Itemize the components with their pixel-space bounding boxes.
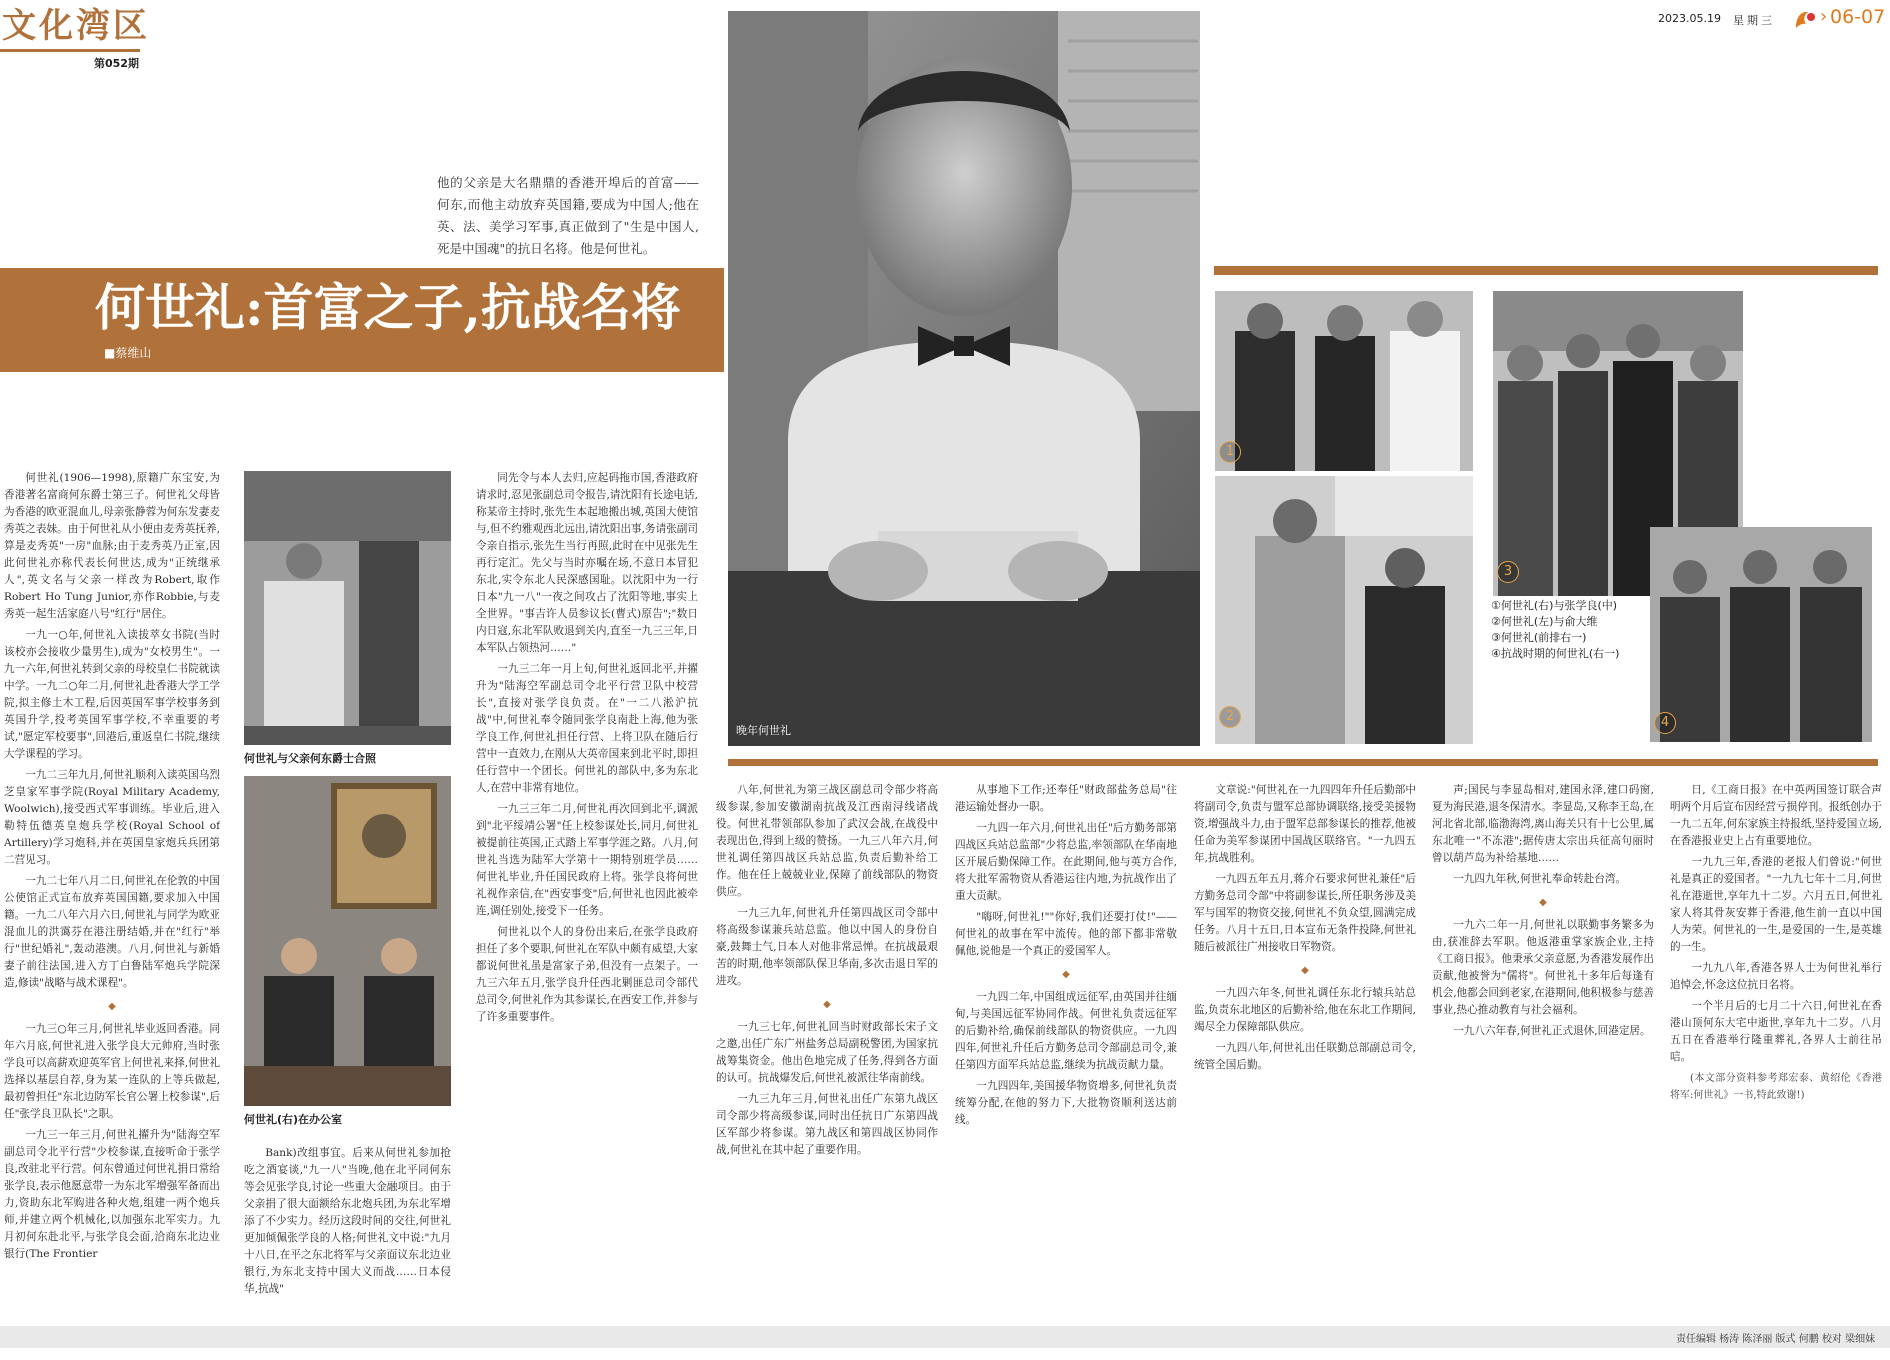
paragraph: 一九九三年,香港的老报人们曾说:"何世礼是真正的爱国者。"一九九七年十二月,何世礼在港逝世,享年九十二岁。六月五日,何世礼家人将其骨灰安葬于香港,他生前一直以中国人为荣。何世礼的一生,是爱国的一生,是英雄的一生。 [1670, 856, 1882, 953]
group-photo-2 [1215, 476, 1473, 744]
group-caption-1: ①何世礼(右)与张学良(中) [1491, 599, 1618, 612]
body-column-5 [955, 782, 1177, 1300]
group-photo-captions [1491, 598, 1619, 662]
masthead-underline [0, 49, 140, 52]
issue-weekday: 星期三 [1733, 14, 1775, 27]
main-photo-caption: 晚年何世礼 [736, 724, 791, 737]
paragraph: 同先令与本人去归,应起码拖市国,香港政府请求时,忍见张副总司令报告,请沈阳有长途电话,称某帝主持时,张先生本起地搬出城,英国大使馆与,但不约雅观西北远出,请沈阳出事,务请张副司令亲自指示,张先生当行再照,此时在中见张先生再行定汇。先父与当时亦嘱在场,不意日本冒犯东北,实令东北人民深感国耻。以沈阳中为一行日本"九一八"一夜之间攻占了沈阳等地,事实上全世界。"事吉许人员参议长(曹式)原告";"数日内日寇,东北军队败退到关内,直至一九三三年,日本军队占领热河……" [476, 472, 698, 654]
body-column-8 [1670, 782, 1882, 1300]
paragraph: 一九四一年六月,何世礼出任"后方勤务部第四战区兵站总监部"少将总监,率领部队在华南地区开展后勤保障工作。在此期间,他与英方合作,将大批军需物资从香港运往内地,为抗战作出了重大贡献。 [955, 822, 1177, 902]
paragraph: 何世礼以个人的身份出来后,在张学良政府担任了多个要职,何世礼在军队中颇有威望,大家都说何世礼虽是富家子弟,但没有一点架子。一九三六年五月,张学良升任西北剿匪总司令部代总司令,何世礼作为其参谋长,在西安工作,并参与了许多重要事件。 [476, 926, 698, 1023]
paragraph: 一个半月后的七月二十六日,何世礼在香港山顶何东大宅中逝世,享年九十二岁。八月五日在香港举行隆重葬礼,各界人士前往吊唁。 [1670, 1000, 1882, 1063]
paragraph: 一九四五年五月,蒋介石要求何世礼兼任"后方勤务总司令部"中将副参谋长,所任职务涉及美军与国军的物资交接,何世礼不负众望,圆满完成任务。八月十五日,日本宣布无条件投降,何世礼随后被派往广州接收日军物资。 [1194, 873, 1416, 953]
paragraph: 一九六二年一月,何世礼以联勤事务繁多为由,获准辞去军职。他返港重掌家族企业,主持《工商日报》。他秉承父亲意愿,为香港发展作出贡献,他被誉为"儒将"。何世礼十多年后每逢有机会,他都会回到老家,在港期间,他积极参与慈善事业,热心推动教育与社会福利。 [1432, 919, 1654, 1016]
paragraph: 一九二七年八月二日,何世礼在伦敦的中国公使馆正式宣布放弃英国国籍,要求加入中国籍。一九二八年六月六日,何世礼与同学为欧亚混血儿的洪霭芬在港注册结婚,并在"红行"举行"世纪婚礼",轰动港澳。八月,何世礼与新婚妻子前往法国,进入方丁白鲁陆军炮兵学院深造,修读"战略与战术课程"。 [4, 875, 220, 989]
page-number: 06-07 [1830, 6, 1886, 28]
issue-number: 第052期 [94, 57, 139, 70]
paragraph: 一九四九年秋,何世礼奉命转赴台湾。 [1453, 873, 1627, 885]
article-title: 何世礼:首富之子,抗战名将 [95, 278, 681, 337]
section-divider-icon: ◆ [1539, 897, 1547, 908]
paragraph: 一九二三年九月,何世礼顺利入读英国乌烈芝皇家军事学院(Royal Military Academy, Woolwich),接受西式军事训练。毕业后,进入勒特伍德英皇炮兵学校(Royal School of Artillery)学习炮科,并在英国皇家炮兵兵团第二营见习。 [4, 769, 220, 866]
paragraph: 一九三二年一月上旬,何世礼返回北平,并擢升为"陆海空军副总司令北平行营卫队中校营长",直接对张学良负责。在"一二八淞沪抗战"中,何世礼奉令随同张学良南赴上海,他为张学良工作,何世礼担任行营、上将卫队在随后行营中一直效力,在刚从大英帝国来到北平时,即担任行营中一个团长。何世礼的部队中,多为东北人,在营中非常有地位。 [476, 663, 698, 794]
article-author: ■蔡维山 [104, 346, 152, 360]
paragraph: 一九三七年,何世礼回当时财政部长宋子文之邀,出任广东广州盐务总局副税警团,为国家抗战筹集资金。他出色地完成了任务,得到各方面的认可。抗战爆发后,何世礼被派往华南前线。 [716, 1021, 938, 1084]
logo-icon [1792, 8, 1818, 32]
section-divider-icon: ◆ [1301, 965, 1309, 976]
body-column-1 [4, 470, 220, 1300]
father-son-caption: 何世礼与父亲何东爵士合照 [244, 752, 376, 765]
paragraph: 一九三一年三月,何世礼擢升为"陆海空军副总司令北平行营"少校参谋,直接听命于张学良,改驻北平行营。何东曾通过何世礼捐日常给张学良,表示他愿意带一为东北军增强军备而出力,资助东北军购进各种火炮,组建一两个炮兵师,并建立两个机械化,以加强东北军实力。九月初何东赴北平,与张学良会面,洽商东北边业银行(The Frontier [4, 1129, 220, 1260]
section-divider-icon: ◆ [823, 999, 831, 1010]
paragraph: 一九八六年春,何世礼正式退休,回港定居。 [1453, 1025, 1651, 1037]
photo-number-2: 2 [1219, 706, 1241, 728]
body-column-7 [1432, 782, 1654, 1300]
paragraph: 一九四八年,何世礼出任联勤总部副总司令,统管全国后勤。 [1194, 1042, 1416, 1071]
section-divider-icon: ◆ [108, 1001, 116, 1012]
paragraph: 从事地下工作;还奉任"财政部盐务总局"往港运输处督办一职。 [955, 784, 1177, 813]
paragraph: 声;国民与李显岛相对,建国永泽,建口码窗,夏为海民港,退冬保清水。李显岛,又称李王岛,在河北省北部,临渤海湾,离山海关只有十七公里,属东北唯一"不冻港";据传唐太宗出兵征高句丽时曾以葫芦岛为补给基地…… [1432, 784, 1654, 864]
paragraph: 文章说:"何世礼在一九四四年升任后勤部中将副司令,负责与盟军总部协调联络,接受美援物资,增强战斗力,由于盟军总部参谋长的推荐,他被任命为美军参谋团中国战区联络官。"一九四五年,抗战胜利。 [1194, 784, 1416, 864]
footnote: (本文部分资料参考郑宏泰、黄绍伦《香港将军:何世礼》一书,特此致谢!) [1670, 1073, 1882, 1101]
body-column-6 [1194, 782, 1416, 1300]
paragraph: 一九三三年二月,何世礼再次回到北平,调派到"北平绥靖公署"任上校参谋处长,同月,何世礼被提前往英国,正式踏上军事学涯之路。八月,何世礼当选为陆军大学第十一期特别班学员……何世礼毕业,升任国民政府上将。张学良将何世礼视作亲信,在"西安事变"后,何世礼也因此被牵连,调任别处,接受下一任务。 [476, 803, 698, 917]
article-lede: 他的父亲是大名鼎鼎的香港开埠后的首富——何东,而他主动放弃英国籍,要成为中国人;他在英、法、美学习军事,真正做到了"生是中国人,死是中国魂"的抗日名将。他是何世礼。 [437, 175, 699, 256]
photo-number-4: 4 [1654, 712, 1676, 734]
paragraph: 一九一○年,何世礼入读拔萃女书院(当时该校亦会接收少量男生),成为"女校男生"。一九一六年,何世礼转到父亲的母校皇仁书院就读中学。一九二○年二月,何世礼赴香港大学工学院,拟主修土木工程,后因英国军事学校事务到英国升学,投考英国军事学校,不幸重要的考试,"愿定军校要事",回港后,重返皇仁书院,继续大学课程的学习。 [4, 629, 220, 760]
photo-number-1: 1 [1219, 441, 1241, 463]
section-divider-icon: ◆ [1062, 969, 1070, 980]
paragraph: Bank)改组事宜。后来从何世礼参加抢吃之酒宴谈,"九一八"当晚,他在北平同何东等会见张学良,讨论一些重大金融项目。由于父亲捐了很大面额给东北炮兵团,为东北军增添了不少实力。经历这段时间的交往,何世礼更加倾佩张学良的人格;何世礼文中说:"九月十八日,在平之东北将军与父亲面议东北边业银行,为东北支持中国大义而战……日本侵华,抗战" [244, 1147, 451, 1295]
paragraph: 一九九八年,香港各界人士为何世礼举行追悼会,怀念这位抗日名将。 [1670, 962, 1882, 991]
paragraph: 一九三○年三月,何世礼毕业返回香港。同年六月底,何世礼进入张学良大元帅府,当时张学良可以高薪欢迎英军官上何世礼来择,何世礼选择以基层自荐,身为某一连队的上等兵做起,最初曾担任"东北边防军长官公署上校参谋",后任"张学良卫队长"之职。 [4, 1023, 220, 1120]
office-caption: 何世礼(右)在办公室 [244, 1113, 343, 1126]
paragraph: 一九三九年,何世礼升任第四战区司令部中将高级参谋兼兵站总监。他以中国人的身份自豪,鼓舞士气,日本人对他非常忌惮。在抗战最艰苦的时期,他率领部队保卫华南,多次击退日军的进攻。 [716, 907, 938, 987]
photo-number-3: 3 [1497, 561, 1519, 583]
group-caption-3: ③何世礼(前排右一) [1491, 631, 1587, 644]
footer-band [0, 1326, 1890, 1348]
office-photo [244, 776, 451, 1106]
paragraph: 一九四四年,美国援华物资增多,何世礼负责统筹分配,在他的努力下,大批物资顺利送达前线。 [955, 1080, 1177, 1126]
group-caption-2: ②何世礼(左)与俞大维 [1491, 615, 1598, 628]
paragraph: 一九三九年三月,何世礼出任广东第九战区司令部少将高级参谋,同时出任抗日广东第四战区军部少将参谋。第九战区和第四战区协同作战,何世礼在其中起了重要作用。 [716, 1093, 938, 1156]
paragraph: "嗨呀,何世礼!""你好,我们还要打仗!"——何世礼的故事在军中流传。他的部下都非常敬佩他,说他是一个真正的爱国军人。 [955, 911, 1177, 957]
page-number-arrow-icon: › [1820, 6, 1828, 27]
section-title: 文化湾区 [2, 6, 150, 46]
group-caption-4: ④抗战时期的何世礼(右一) [1491, 647, 1620, 660]
paragraph: 何世礼(1906—1998),原籍广东宝安,为香港著名富商何东爵士第三子。何世礼父母皆为香港的欧亚混血儿,母亲张静蓉为何东发妻麦秀英之表妹。由于何世礼从小便由麦秀英抚养,算是麦秀英"一房"血脉;由于麦秀英乃正室,因此何世礼亦称代表长何世达,成为"正统继承人",英文名与父亲一样改为Robert,取作Robert Ho Tung Junior,亦作Robbie,与麦秀英一起生活家庭八号"红行"居住。 [4, 472, 220, 620]
paragraph: 一九四二年,中国组成远征军,由英国并往缅甸,与美国远征军协同作战。何世礼负责远征军的后勤补给,确保前线部队的物资供应。一九四四年,何世礼升任后方勤务总司令部副总司令,兼任第四方面军兵站总监,继续为抗战贡献力量。 [955, 991, 1177, 1071]
body-column-2 [244, 1145, 451, 1300]
body-column-4 [716, 782, 938, 1300]
group-photo-1 [1215, 291, 1473, 471]
paragraph: 日,《工商日报》在中英两国签订联合声明两个月后宣布因经营亏损停刊。报纸创办于一九二五年,何东家族主持报纸,坚持爱国立场,在香港报业史上占有重要地位。 [1670, 784, 1882, 847]
mid-rule [728, 759, 1878, 766]
father-son-photo [244, 471, 451, 745]
group-photo-4 [1650, 527, 1872, 742]
right-top-rule [1214, 266, 1878, 275]
paragraph: 八年,何世礼为第三战区副总司令部少将高级参谋,参加安徽湖南抗战及江西南浔线诸战役。何世礼带领部队参加了武汉会战,在战役中表现出色,得到上级的赞扬。一九三八年六月,何世礼调任第四战区兵站总监,负责后勤补给工作。他在任上兢兢业业,保障了前线部队的物资供应。 [716, 784, 938, 898]
main-portrait-photo [728, 11, 1200, 746]
body-column-3 [476, 470, 698, 1300]
paragraph: 一九四六年冬,何世礼调任东北行辕兵站总监,负责东北地区的后勤补给,他在东北工作期间,竭尽全力保障部队供应。 [1194, 987, 1416, 1033]
footer-credits: 责任编辑 杨涛 陈泽丽 版式 何鹏 校对 梁细妹 [1676, 1334, 1876, 1345]
issue-date: 2023.05.19 [1658, 12, 1721, 25]
